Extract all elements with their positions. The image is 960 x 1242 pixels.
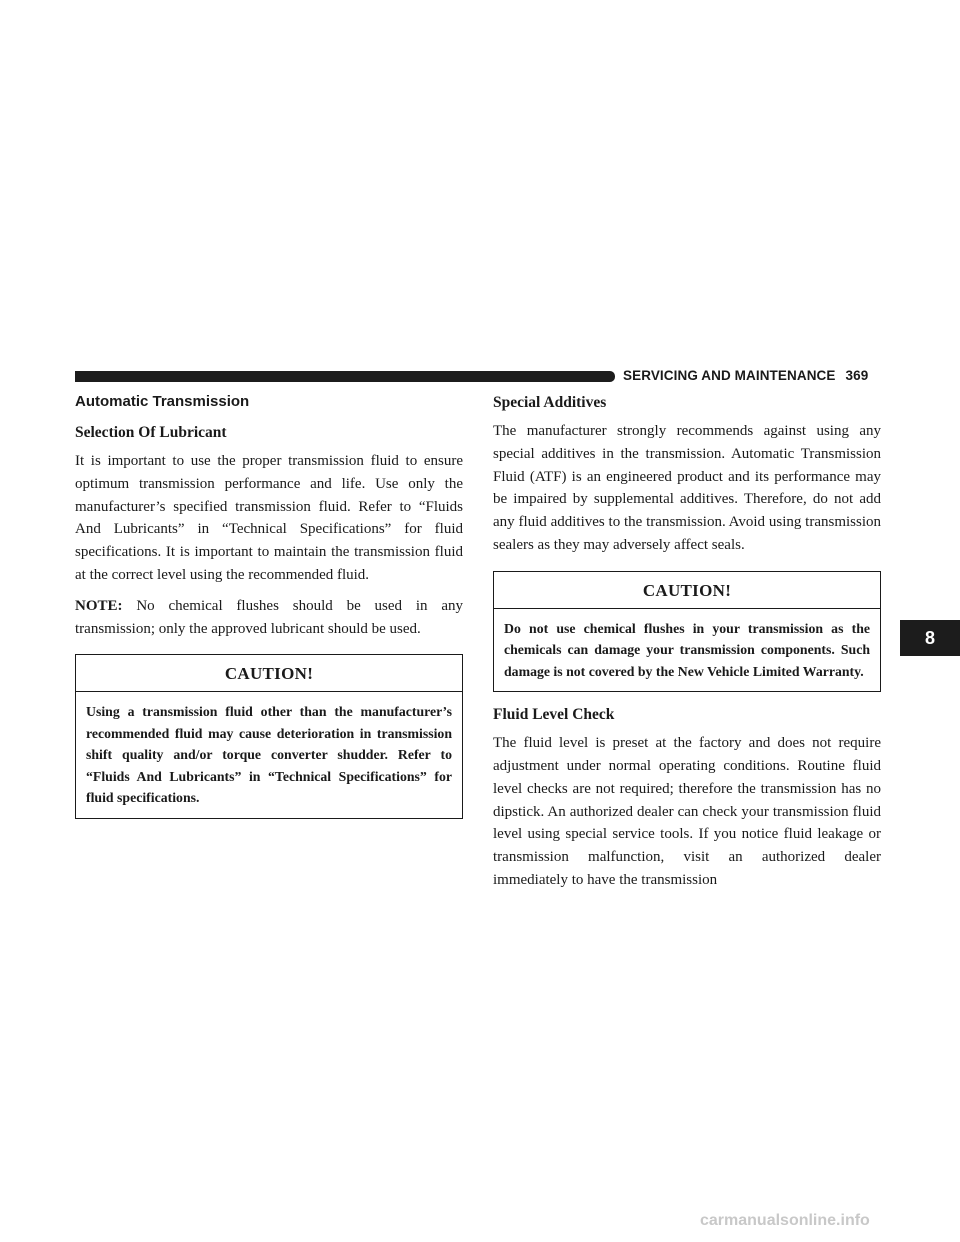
note-paragraph [75,595,463,641]
fluid-level-paragraph: The fluid level is preset at the factory and does not require adjustment under normal operating conditions. Routine fluid level checks are not required; therefore the transmission has no dipstick. An authorized dealer can check your transmission fluid level using special service tools. If you notice fluid leakage or transmission malfunction, visit an authorized dealer immediately to have the transmission [493,735,881,889]
caution-box-fluid [75,654,463,819]
subsection-title-additives: Special Additives [493,394,607,411]
caution-text: Using a transmission fluid other than the manufacturer’s recommended fluid may cause deterioration in transmission shift quality and/or torque converter shudder. Refer to “Fluids And Lubricants” in “Technical Specifications” for fluid specifications. [86,704,452,806]
subsection-title-lubricant: Selection Of Lubricant [75,424,227,441]
left-column [75,392,463,831]
right-column [493,392,881,900]
note-text: No chemical flushes should be used in any transmission; only the approved lubricant should be used. [75,597,463,637]
additives-paragraph: The manufacturer strongly recommends against using any special additives in the transmission. Automatic Transmission Fluid (ATF) is an engineered product and its performance may be impaired by supplemental additives. Therefore, do not add any fluid additives to the transmission. Avoid using transmission sealers as they may adversely affect seals. [493,423,881,553]
section-title: Automatic Transmission [75,393,250,410]
lubricant-paragraph: It is important to use the proper transmission fluid to ensure optimum transmission performance and life. Use only the manufacturer’s specified transmission fluid. Refer to “Fluids And Lubricants” in “Technical Specifications” for fluid specifications. It is important to maintain the transmission fluid at the correct level using the recommended fluid. [75,453,463,583]
caution-heading: CAUTION! [494,572,880,609]
chapter-tab: 8 [900,620,960,656]
note-label: NOTE: [75,597,123,614]
header-section-title: SERVICING AND MAINTENANCE [623,368,836,383]
caution-heading: CAUTION! [76,655,462,692]
header-rule [75,371,615,382]
running-header [623,368,883,383]
subsection-title-fluid-level: Fluid Level Check [493,706,615,724]
page-number: 369 [845,368,869,383]
caution-text: Do not use chemical flushes in your transmission as the chemicals can damage your transmission components. Such damage is not covered by the New Vehicle Limited Warranty. [504,620,870,679]
caution-box-flushes [493,571,881,693]
watermark: carmanualsonline.info [700,1212,870,1229]
